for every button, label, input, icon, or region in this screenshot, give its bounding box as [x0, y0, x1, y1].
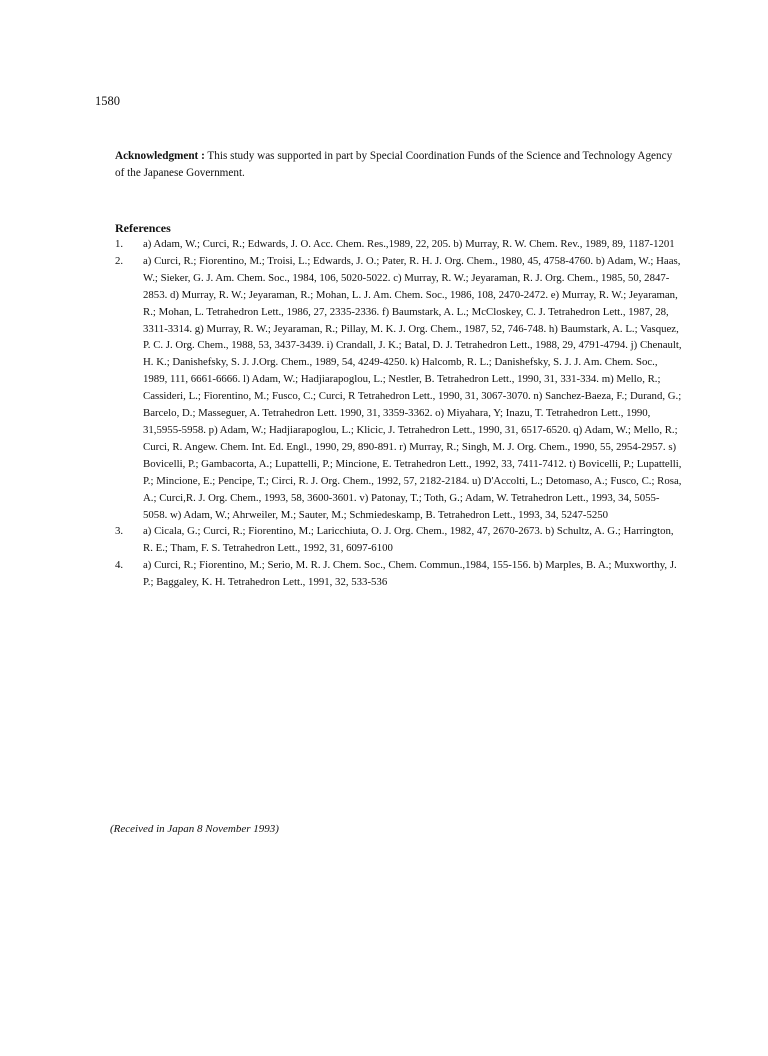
reference-item: [115, 557, 683, 591]
reference-text: a) Adam, W.; Curci, R.; Edwards, J. O. Acc. Chem. Res.,1989, 22, 205. b) Murray, R. W. Chem. Rev., 1989, 89, 1187-1201: [143, 238, 675, 250]
reference-item: [115, 523, 683, 557]
reference-item: [115, 236, 683, 253]
references-list: [115, 236, 683, 591]
reference-number: 1.: [115, 238, 124, 250]
received-date: (Received in Japan 8 November 1993): [110, 823, 279, 835]
acknowledgment: [115, 148, 675, 182]
acknowledgment-text: This study was supported in part by Special Coordination Funds of the Science and Technology Agency of the Japanese Government.: [115, 150, 673, 179]
acknowledgment-label: Acknowledgment :: [115, 150, 205, 162]
page-number: 1580: [95, 94, 120, 108]
reference-number: 3.: [115, 525, 124, 538]
reference-text: a) Curci, R.; Fiorentino, M.; Serio, M. R. J. Chem. Soc., Chem. Commun.,1984, 155-156. b) Marples, B. A.; Muxworthy, J. P.; Baggaley, K. H. Tetrahedron Lett., 1991, 32, 533-536: [143, 559, 677, 589]
reference-number: 4.: [115, 559, 124, 572]
reference-item: [115, 253, 683, 524]
reference-number: 2.: [115, 254, 124, 267]
reference-text: a) Cicala, G.; Curci, R.; Fiorentino, M.; Laricchiuta, O. J. Org. Chem., 1982, 47, 2670-2673. b) Schultz, A. G.; Harrington, R. E.; Tham, F. S. Tetrahedron Lett., 1992, 31, 6097-6100: [143, 525, 674, 555]
references-heading: References: [115, 221, 171, 235]
reference-text: a) Curci, R.; Fiorentino, M.; Troisi, L.; Edwards, J. O.; Pater, R. H. J. Org. Chem., 1980, 45, 4758-4760. b) Adam, W.; Haas, W.; Sieker, G. J. Am. Chem. Soc., 1984, 106, 5020-5022. c) Murray, R. W.; Jeyaraman, R. J. Org. Chem., 1985, 50, 2847-2853. d) Murray, R. W.; Jeyaraman, R.; Mohan, L. J. Am. Chem. Soc., 1986, 108, 2470-2472. e) Murray, R. W.; Jeyaraman, R.; Mohan, L. Tetrahedron Lett., 1986, 27, 2335-2336. f) Baumstark, A. L.; McCloskey, C. J. Tetrahedron Lett., 1987, 28, 3311-3314. g) Murray, R. W.; Jeyaraman, R.; Pillay, M. K. J. Org. Chem., 1987, 52, 746-748. h) Baumstark, A. L.; Vasquez, P. C. J. Org. Chem., 1988, 53, 3437-3439. i) Crandall, J. K.; Batal, D. J. Tetrahedron Lett., 1988, 29, 4791-4794. j) Chenault, H. K.; Danishefsky, S. J. J.Org. Chem., 1989, 54, 4249-4250. k) Halcomb, R. L.; Danishefsky, S. J. J. Am. Chem. Soc., 1989, 111, 6661-6666. l) Adam, W.; Hadjiarapoglou, L.; Nestler, B. Tetrahedron Lett., 1990, 31, 331-334. m) Mello, R.; Cassideri, L.; Fiorentino, M.; Fusco, C.; Curci, R Tetrahedron Lett., 1990, 31, 3067-3070. n) Sanchez-Baeza, F.; Durand, G.; Barcelo, D.; Masseguer, A. Tetrahedron Lett. 1990, 31, 3359-3362. o) Miyahara, Y; Inazu, T. Tetrahedron Lett., 1990, 31,5955-5958. p) Adam, W.; Hadjiarapoglou, L.; Klicic, J. Tetrahedron Lett., 1990, 31, 6517-6520. q) Adam, W.; Mello, R.; Curci, R. Angew. Chem. Int. Ed. Engl., 1990, 29, 890-891. r) Murray, R.; Singh, M. J. Org. Chem., 1990, 55, 2954-2957. s) Bovicelli, P.; Gambacorta, A.; Lupattelli, P.; Mincione, E. Tetrahedron Lett., 1992, 33, 7411-7412. t) Bovicelli, P.; Lupattelli, P.; Mincione, E.; Pencipe, T.; Circi, R. J. Org. Chem., 1992, 57, 2182-2184. u) D'Accolti, L.; Detomaso, A.; Fusco, C.; Rosa, A.; Curci,R. J. Org. Chem., 1993, 58, 3600-3601. v) Patonay, T.; Toth, G.; Adam, W. Tetrahedron Lett., 1993, 34, 5055-5058. w) Adam, W.; Ahrweiler, M.; Sauter, M.; Schmiedeskamp, B. Tetrahedron Lett., 1993, 34, 5247-5250: [143, 254, 682, 521]
